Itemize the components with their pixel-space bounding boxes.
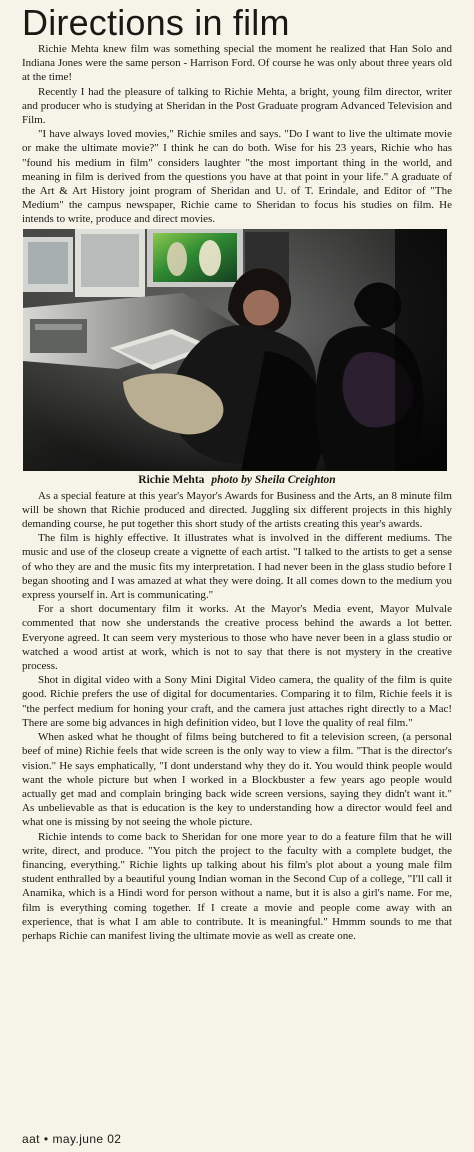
publication-name: aat bbox=[22, 1132, 40, 1146]
broadcast-monitor-screen bbox=[153, 233, 237, 282]
intro-paragraph-2: Recently I had the pleasure of talking to Richie Mehta, a bright, young film director, writer and producer who is studying at Sheridan in the Post Graduate program Advanced Television and Film. bbox=[22, 85, 452, 127]
left-monitor-screen bbox=[28, 242, 68, 284]
screen-figure-right bbox=[199, 240, 221, 276]
issue-date: may.june 02 bbox=[52, 1132, 122, 1146]
article-title: Directions in film bbox=[22, 2, 290, 43]
body-paragraph-5: When asked what he thought of films being butchered to fit a television screen, (a personal beef of mine) Richie feels that wide screen is the only way to view a film. "That is the director's vision." He says emphatically, "I dont understand why they do it. You would think people would want the whole picture but when I worked in a Blockbuster a few years ago people would actually get mad and complain bringing back wide screen versions, saying they didn't want it." As unbelievable as that is education is the key to understanding how a director would feel and what one is missing by not seeing the whole picture. bbox=[22, 731, 452, 829]
body-paragraph-1: As a special feature at this year's Mayor's Awards for Business and the Arts, an 8 minute film will be shown that Richie produced and directed. Juggling six different projects in this highly demanding course, he put together this short study of the artists creating this year's awards. bbox=[22, 489, 452, 531]
caption-photo-credit: photo by Sheila Creighton bbox=[211, 473, 336, 486]
caption-subject-name: Richie Mehta bbox=[138, 473, 205, 486]
control-panel-strip bbox=[35, 324, 82, 330]
body-paragraph-4: Shot in digital video with a Sony Mini Digital Video camera, the quality of the film is quite good. Richie prefers the use of digital for documentaries. Comparing it to film, Richie feels it is "the perfect medium for honing your craft, and the camera just attaches right directly to a Mac! There are some big advances in high definition video, but I love the quality of real film." bbox=[22, 674, 452, 729]
article-intro bbox=[22, 42, 452, 227]
intro-paragraph-1: Richie Mehta knew film was something special the moment he realized that Han Solo and Indiana Jones were the same person - Harrison Ford. Of course he was only about three years old at the time! bbox=[22, 43, 452, 84]
photo-caption bbox=[22, 473, 452, 487]
intro-paragraph-3: "I have always loved movies," Richie smiles and says. "Do I want to live the ultimate movie or make the ultimate movie?" I think he can do both. Wise for his 23 years, Richie who has "found his medium in film" considers laughter "the most important thing in the world, and meaning in film is derived from the questions you have at that point in your life." A graduate of the Art & Art History joint program of Sheridan and U. of T. Erindale, and Editor of "The Medium" the campus newspaper, Richie came to Sheridan to focus his studies on film. He intends to write, produce and direct movies. bbox=[22, 128, 452, 226]
screen-figure-left bbox=[167, 242, 187, 276]
editing-suite-illustration bbox=[23, 229, 447, 471]
body-paragraph-6: Richie intends to come back to Sheridan for one more year to do a feature film that he will write, direct, and produce. "You pitch the project to the faculty with a complete budget, the financing, everything." Richie lights up talking about his film's plot about a young male film student enthralled by a beautiful young Indian woman in the Second Cup of a college, "I'll call it Anamika, which is a Hindi word for person without a name, but it is also a girl's name. For me, film is everything coming together. If I create a movie and people come away with an experience, that is what I am able to contribute. It is meaningful." Hmmm sounds to me that perhaps Richie can manifest living the ultimate movie as well as create one. bbox=[22, 830, 452, 942]
article-photo bbox=[23, 229, 447, 471]
body-paragraph-2: The film is highly effective. It illustrates what is involved in the different mediums. The music and use of the closeup create a vignette of each artist. "I talked to the artists to get a sense of who they are and the music fits my interpretation. I had never been in the glass studio before I began shooting and I was amazed at what they were doing. It all comes down to the medium you express yourself in. Art is communicating." bbox=[22, 532, 452, 602]
article-body bbox=[22, 489, 452, 944]
footer-separator: • bbox=[43, 1132, 49, 1146]
page-footer bbox=[22, 1132, 121, 1146]
body-paragraph-3: For a short documentary film it works. At the Mayor's Media event, Mayor Mulvale commented that now she understands the creative process behind the awards a lot better. Everyone agreed. It can seem very mysterious to those who have never been in a glass studio or watched a wood artist at work, which is not to say that there is not mystery in the creative process. bbox=[22, 603, 452, 673]
center-left-monitor-screen bbox=[81, 234, 139, 287]
dark-right-wall bbox=[395, 229, 447, 471]
